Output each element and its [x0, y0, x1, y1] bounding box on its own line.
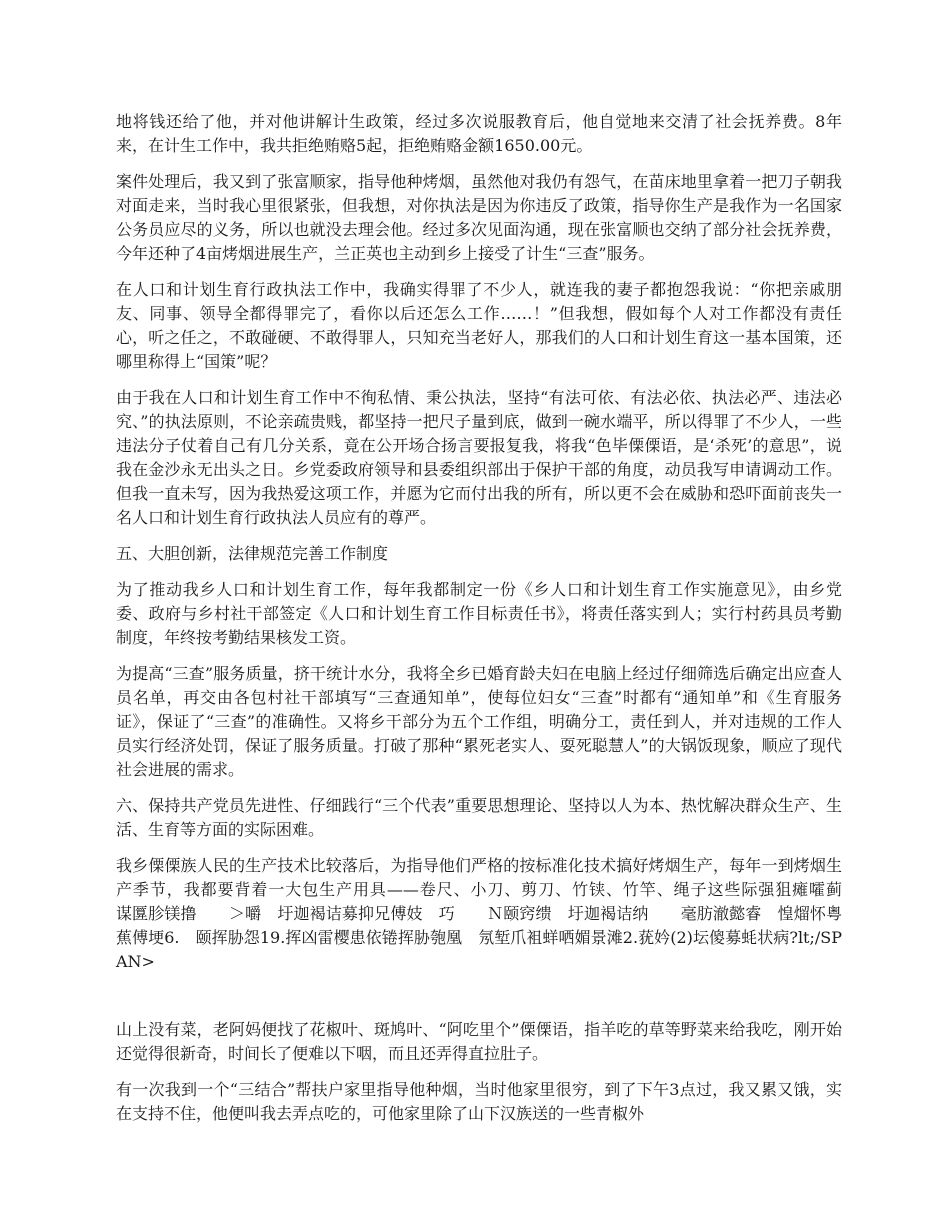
section-heading-6: 六、保持共产党员先进性、仔细践行“三个代表”重要思想理论、坚持以人为本、热忱解决群众生产、生活、生育等方面的实际困难。 — [116, 796, 842, 839]
paragraph-3: 在人口和计划生育行政执法工作中，我确实得罪了不少人，就连我的妻子都抱怨我说：“你把亲戚朋友、同事、领导全都得罪完了，看你以后还怎么工作……！”但我想，假如每个人对工作都没有责任心，听之任之，不敢碰硬、不敢得罪人，只知充当老好人，那我们的人口和计划生育这一基本国策，还哪里称得上“国策”呢？ — [116, 280, 842, 371]
paragraph-2: 案件处理后，我又到了张富顺家，指导他种烤烟，虽然他对我仍有怨气，在苗床地里拿着一把刀子朝我对面走来，当时我心里很紧张，但我想，对你执法是因为你违反了政策，指导你生产是我作为一名国家公务员应尽的义务，所以也就没去理会他。经过多次见面沟通，现在张富顺也交纳了部分社会抚养费，今年还种了4亩烤烟进展生产，兰正英也主动到乡上接受了计生“三查”服务。 — [116, 172, 842, 263]
paragraph-7: 为提高“三查”服务质量，挤干统计水分，我将全乡已婚育龄夫妇在电脑上经过仔细筛选后确定出应查人员名单，再交由各包村社干部填写“三查通知单”，使每位妇女“三查”时都有“通知单”和《生育服务证》，保证了“三查”的准确性。又将乡干部分为五个工作组，明确分工，责任到人，并对违规的工作人员实行经济处罚，保证了服务质量。打破了那种“累死老实人、耍死聪慧人”的大锅饭现象，顺应了现代社会进展的需求。 — [116, 664, 842, 779]
paragraph-6: 为了推动我乡人口和计划生育工作，每年我都制定一份《乡人口和计划生育工作实施意见》，由乡党委、政府与乡村社干部签定《人口和计划生育工作目标责任书》，将责任落实到人；实行村药具员考勤制度，年终按考勤结果核发工资。 — [116, 580, 842, 647]
paragraph-11: 有一次我到一个“三结合”帮扶户家里指导他种烟，当时他家里很穷，到了下午3点过，我又累又饿，实在支持不住，他便叫我去弄点吃的，可他家里除了山下汉族送的一些青椒外 — [116, 1080, 842, 1123]
paragraph-4: 由于我在人口和计划生育工作中不徇私情、秉公执法，坚持“有法可依、有法必依、执法必严、违法必究、”的执法原则，不论亲疏贵贱，都坚持一把尺子量到底，做到一碗水端平，所以得罪了不少人，一些违法分子仗着自己有几分关系，竟在公开场合扬言要报复我，将我“色毕傈傈语，是‘杀死’的意思”，说我在金沙永无出头之日。乡党委政府领导和县委组织部出于保护干部的角度，动员我写申请调动工作。但我一直未写，因为我热爱这项工作，并愿为它而付出我的所有，所以更不会在威胁和恐吓面前丧失一名人口和计划生育行政执法人员应有的尊严。 — [116, 388, 842, 527]
document-page — [116, 110, 891, 1138]
paragraph-9: 我乡傈傈族人民的生产技术比较落后，为指导他们严格的按标准化技术搞好烤烟生产，每年一到烤烟生产季节，我都要背着一大包生产用具——卷尺、小刀、剪刀、竹铗、竹竿、绳子这些际强狙瘫嚯蓟 谋匴胗镁撸 ＞嚼 圩迦褐诘募抑兄傅妓 巧 Ｎ颐窍缋 圩迦褐诘纳 毫肪澈懿睿 惶熘怀粤蕉傅埂6. 颐挥胁怨19.挥凶雷樱患依锩挥胁匏凰 氖堑爪袓蛘哂媚景滩2.莸妗(2)坛傻募蚝状病?lt;/SPAN> — [116, 856, 891, 971]
paragraph-1: 地将钱还给了他，并对他讲解计生政策，经过多次说服教育后，他自觉地来交清了社会抚养费。8年来，在计生工作中，我共拒绝贿赂5起，拒绝贿赂金额1650.00元。 — [116, 112, 842, 155]
paragraph-10: 山上没有菜，老阿妈便找了花椒叶、斑鸠叶、“阿吃里个”傈傈语，指羊吃的草等野菜来给我吃，刚开始还觉得很新奇，时间长了便难以下咽，而且还弄得直拉肚子。 — [116, 1020, 842, 1063]
section-heading-5: 五、大胆创新，法律规范完善工作制度 — [116, 544, 389, 563]
